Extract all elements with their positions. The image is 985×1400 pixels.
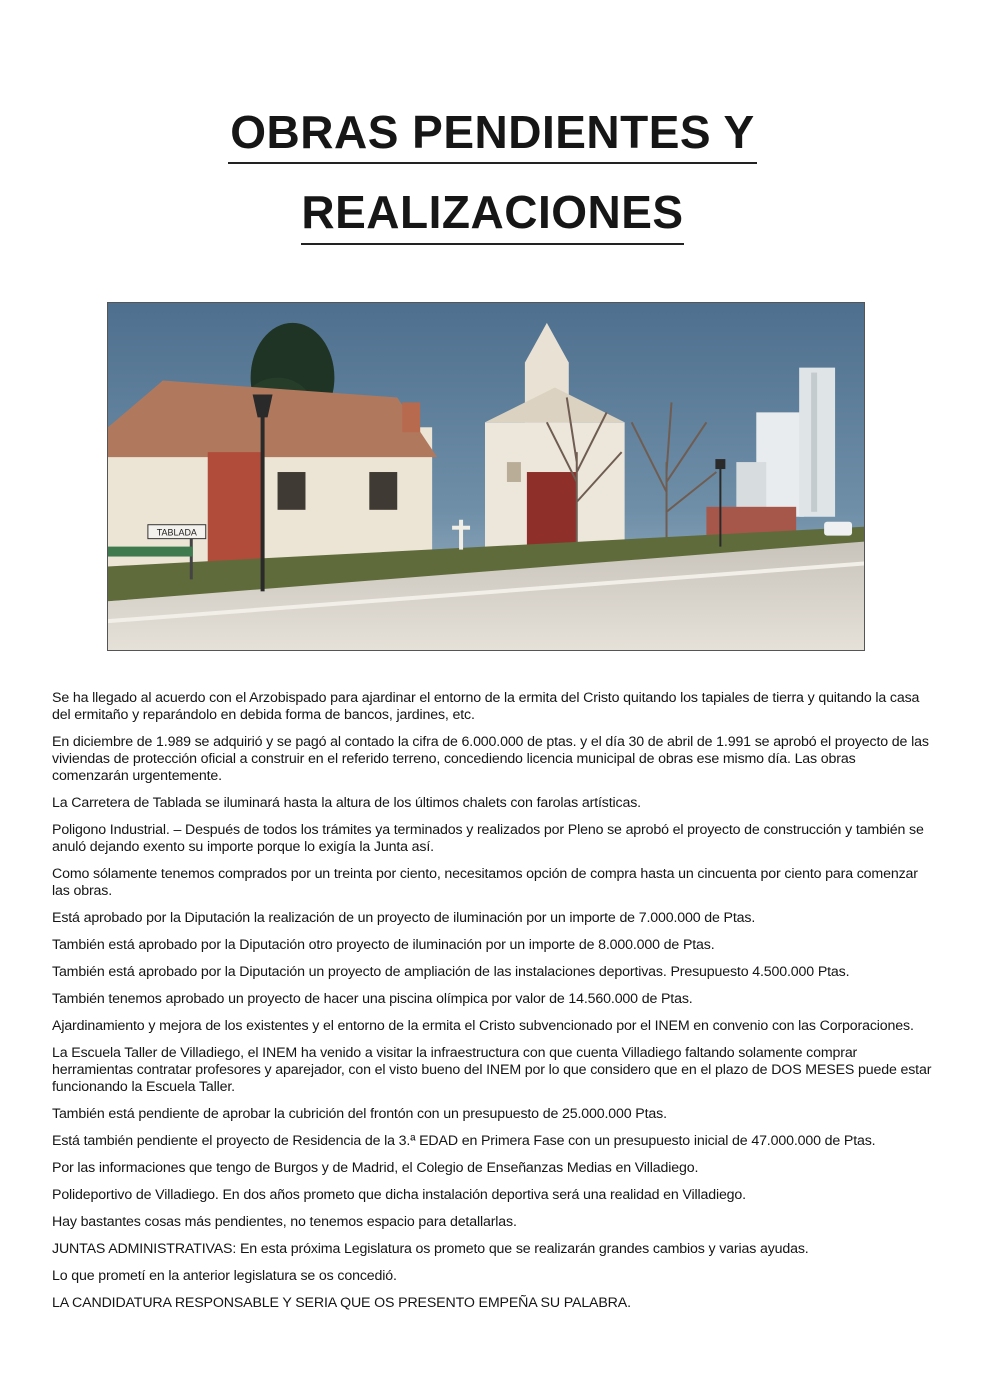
paragraph: Lo que prometí en la anterior legislatura se os concedió. bbox=[52, 1268, 397, 1284]
paragraph: También está pendiente de aprobar la cubrición del frontón con un presupuesto de 25.000.000 Ptas. bbox=[52, 1106, 667, 1122]
paragraph: Polideportivo de Villadiego. En dos años prometo que dicha instalación deportiva será una realidad en Villadiego. bbox=[52, 1187, 746, 1203]
paragraph: LA CANDIDATURA RESPONSABLE Y SERIA QUE OS PRESENTO EMPEÑA SU PALABRA. bbox=[52, 1295, 631, 1311]
paragraph: En diciembre de 1.989 se adquirió y se pagó al contado la cifra de 6.000.000 de ptas. y el día 30 de abril de 1.991 se aprobó el proyecto de las viviendas de protección oficial a construir en el referido terreno, concediendo licencia municipal de obras ese mismo día. Las obras comenzarán urgentemente. bbox=[52, 734, 929, 784]
title-line-1: OBRAS PENDIENTES Y bbox=[228, 108, 756, 164]
paragraph: La Carretera de Tablada se iluminará hasta la altura de los últimos chalets con farolas artísticas. bbox=[52, 795, 641, 811]
title-line-2: REALIZACIONES bbox=[301, 188, 683, 244]
sign-text: TABLADA bbox=[156, 527, 197, 538]
hermitage-photo bbox=[107, 302, 865, 651]
paragraph: Poligono Industrial. – Después de todos los trámites ya terminados y realizados por Pleno se aprobó el proyecto de construcción y también se anuló dejando exento su importe porque lo exigía la Junta así. bbox=[52, 822, 924, 855]
paragraph: La Escuela Taller de Villadiego, el INEM ha venido a visitar la infraestructura con que cuenta Villadiego faltando solamente comprar herramientas contratar profesores y aparejador, con el visto bueno del INEM por lo que considero que en el plazo de DOS MESES puede estar funcionando la Escuela Taller. bbox=[52, 1045, 932, 1095]
paragraph: También tenemos aprobado un proyecto de hacer una piscina olímpica por valor de 14.560.000 de Ptas. bbox=[52, 991, 693, 1007]
paragraph: También está aprobado por la Diputación otro proyecto de iluminación por un importe de 8.000.000 de Ptas. bbox=[52, 937, 715, 953]
paragraph: Está también pendiente el proyecto de Residencia de la 3.ª EDAD en Primera Fase con un presupuesto inicial de 47.000.000 de Ptas. bbox=[52, 1133, 876, 1149]
article-body bbox=[52, 690, 932, 1322]
old-house bbox=[108, 381, 437, 572]
page-title bbox=[0, 108, 985, 245]
parked-car bbox=[824, 522, 852, 536]
paragraph: Hay bastantes cosas más pendientes, no tenemos espacio para detallarlas. bbox=[52, 1214, 517, 1230]
paragraph: Se ha llegado al acuerdo con el Arzobispado para ajardinar el entorno de la ermita del Cristo quitando los tapiales de tierra y quitando la casa del ermitaño y reparándolo en debida forma de bancos, jardines, etc. bbox=[52, 690, 920, 723]
paragraph: Está aprobado por la Diputación la realización de un proyecto de iluminación por un importe de 7.000.000 de Ptas. bbox=[52, 910, 756, 926]
hermitage-photo-illustration bbox=[108, 303, 864, 650]
green-fence bbox=[108, 547, 193, 557]
paragraph: JUNTAS ADMINISTRATIVAS: En esta próxima Legislatura os prometo que se realizarán grandes cambios y varias ayudas. bbox=[52, 1241, 809, 1257]
paragraph: Ajardinamiento y mejora de los existentes y el entorno de la ermita el Cristo subvencionado por el INEM en convenio con las Corporaciones. bbox=[52, 1018, 914, 1034]
paragraph: Por las informaciones que tengo de Burgos y de Madrid, el Colegio de Enseñanzas Medias en Villadiego. bbox=[52, 1160, 699, 1176]
paragraph: También está aprobado por la Diputación un proyecto de ampliación de las instalaciones deportivas. Presupuesto 4.500.000 Ptas. bbox=[52, 964, 850, 980]
paragraph: Como sólamente tenemos comprados por un treinta por ciento, necesitamos opción de compra hasta un cincuenta por ciento para comenzar las obras. bbox=[52, 866, 918, 899]
